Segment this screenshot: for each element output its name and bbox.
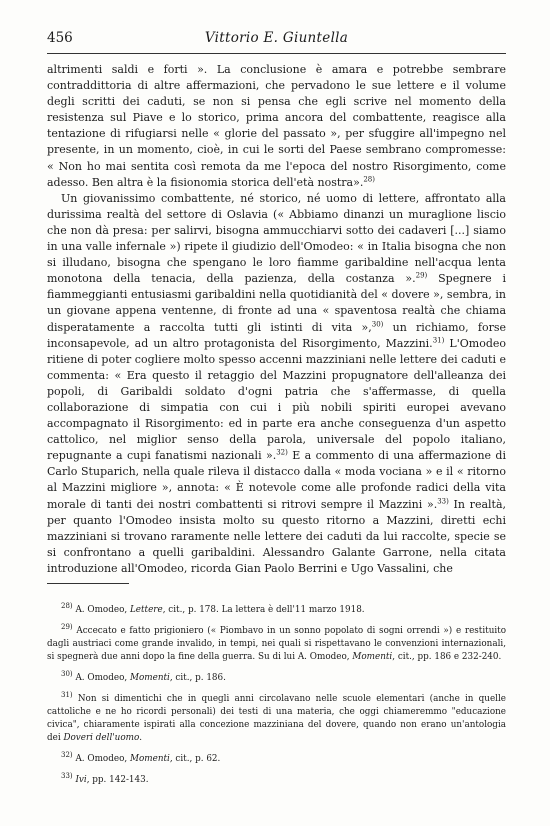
footnote-separator (47, 583, 129, 584)
footnote-title: Doveri dell'uomo (63, 733, 140, 743)
footnote-title: Momenti (129, 673, 170, 683)
note-ref-30: 30) (371, 319, 384, 328)
footnote-text: A. Omodeo, (75, 754, 130, 764)
footnote (47, 693, 506, 745)
footnote-title: Lettere (129, 605, 163, 615)
note-ref-29: 29) (415, 271, 428, 280)
footnote-text: , cit., p. 186. (169, 673, 226, 683)
footnote-text: , pp. 142-143. (86, 775, 149, 785)
footnote-number: 28) (61, 602, 73, 611)
footnote-number: 33) (61, 772, 73, 781)
footnote-number: 31) (61, 691, 73, 700)
running-head: Vittorio E. Giuntella (204, 30, 349, 46)
footnote (47, 774, 506, 787)
footnote-text: , cit., pp. 186 e 232-240. (392, 652, 502, 662)
note-ref-28: 28) (363, 175, 375, 183)
footnote (47, 753, 506, 766)
footnote-title: Ivi (75, 775, 87, 785)
header-rule (47, 53, 506, 54)
page-number: 456 (47, 30, 73, 46)
note-ref-32: 32) (276, 448, 288, 457)
footnote-number: 32) (61, 751, 73, 760)
paragraph-2-text-d: L'Omodeo ritiene di poter cogliere molto spesso accenni mazziniani nelle lettere dei caduti e commenta: « Era questo il retaggio del Mazzini propugnatore dell'alleanza dei popoli, di Garibaldi soldato d'ogni patria che s'affermasse, di quella collaborazione di simpatia con cui i più nobili spiriti europei avevano accompagnato il Risorgimento: ed in parte era anche conseguenza d'un aspetto cattolico, nel miglior senso della parola, universale del popolo italiano, repugnante a cupi fanatismi nazionali ». (47, 336, 506, 463)
note-ref-33: 33) (437, 496, 449, 505)
note-ref-31: 31) (432, 335, 445, 344)
footnote-text: , cit., p. 62. (169, 754, 221, 764)
footnote-number: 29) (61, 623, 73, 632)
paragraph-2-text-b: Spegnere i fiammeggianti entusiasmi garibaldini nella quotidianità del « dovere », sembra, in un giovane appena ventenne, di fronte ad una « spaventosa realtà che chiama disperatamente a raccolta tutti gli istinti di vita », (47, 272, 506, 334)
paragraph-2-text-c: un richiamo, forse inconsapevole, ad un altro protagonista del Risorgimento, Mazzini. (47, 320, 506, 350)
page-header (47, 30, 506, 50)
paragraph-2-text-e: E a commento di una affermazione di Carlo Stuparich, nella quale rileva il distacco dalla « moda vociana » e il « ritorno al Mazzini migliore », annota: « È notevole come alle profonde radici della vita morale di tanti dei nostri combattenti si ritrovi sempre il Mazzini ». (47, 449, 506, 511)
paragraph-2-text-f: In realtà, per quanto l'Omodeo insista molto su questo ritorno a Mazzini, diretti echi mazziniani si trovano raramente nelle lettere dei caduti da lui raccolte, specie se si confrontano a quelli garibaldini. Alessandro Galante Garrone, nella citata introduzione all'Omodeo, ricorda Gian Paolo Berrini e Ugo Vassalini, che (47, 497, 507, 575)
paragraph-1-text: altrimenti saldi e forti ». La conclusione è amara e potrebbe sembrare contraddittoria di altre affermazioni, che pervadono le sue lettere e il volume degli scritti dei caduti, se non si pensa che egli scrive nel momento della resistenza sul Piave e lo storico, prima ancora del combattente, reagisce alla tentazione di rifugiarsi nelle « glorie del passato », per sfuggire all'impegno nel presente, in un momento, cioè, in cui le sorti del Paese sembrano compromesse: « Non ho mai sentita così remota da me l'epoca del nostro Risorgimento, come adesso. Ben altra è la fisionomia storica dell'età nostra». (47, 63, 506, 189)
footnote-text: A. Omodeo, (75, 673, 130, 683)
footnote-text: . (139, 733, 143, 743)
footnote (47, 672, 506, 685)
footnote-text: A. Omodeo, (75, 605, 130, 615)
footnote (47, 625, 506, 664)
footnote-text: Non si dimentichi che in quegli anni circolavano nelle scuole elementari (anche in quelle cattoliche e ne ho ricordi personali) dei testi di una materia, che oggi chiameremmo "educazione civica", chiaramente ispirati alla concezione mazziniana del dovere, quando non erano un'antologia dei (47, 694, 506, 743)
footnote-title: Momenti (129, 754, 170, 764)
footnote-text: Accecato e fatto prigioniero (« Piombavo in un sonno popolato di sogni orrendi ») e restituito dagli austriaci come grande invalido, in tempi, nei quali si rispettavano le convenzioni internazionali, si spegnerà due anni dopo la fine della guerra. Su di lui A. Omodeo, (47, 626, 506, 662)
footnotes (47, 604, 506, 787)
footnote (47, 604, 506, 617)
footnote-text: , cit., p. 178. La lettera è dell'11 marzo 1918. (162, 605, 365, 615)
main-text (47, 62, 506, 577)
footnote-number: 30) (61, 670, 73, 679)
paragraph-1 (47, 62, 506, 191)
paragraph-2-text-a: Un giovanissimo combattente, né storico, né uomo di lettere, affrontato alla durissima realtà del settore di Oslavia (« Abbiamo dinanzi un muraglione liscio che non dà presa: per salirvi, bisogna ammucchiarvi sotto dei cadaveri [...] siamo in una valle infernale ») ripete il giudizio dell'Omodeo: « in Italia bisogna che non si illudano, bisogna che spengano le loro fiamme garibaldine nell'acqua lenta monotona della tenacia, della pazienza, della costanza ». (47, 191, 506, 286)
paragraph-2 (47, 191, 506, 577)
footnote-title: Momenti (352, 652, 393, 662)
